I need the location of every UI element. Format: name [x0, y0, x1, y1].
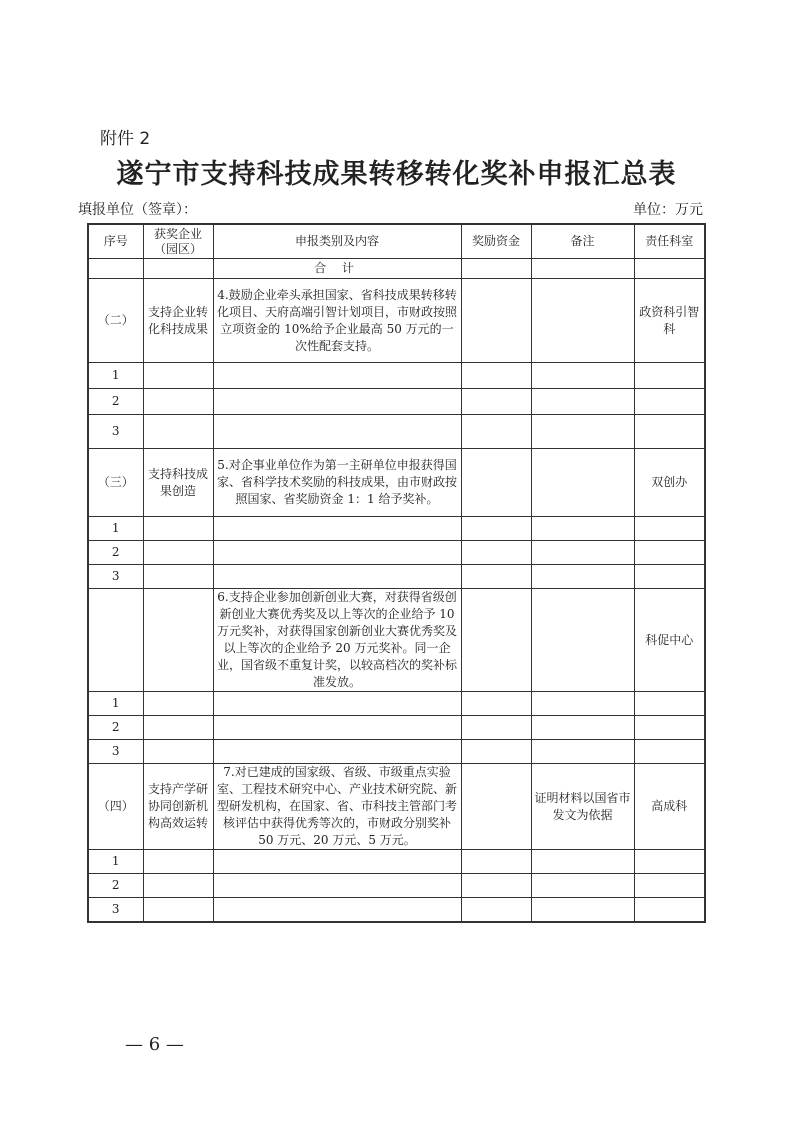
header-amount: 奖励资金	[461, 224, 531, 259]
table-row	[88, 517, 705, 541]
total-amount-cell	[461, 259, 531, 279]
section-dept: 政资科引智科	[634, 279, 705, 363]
section-category	[143, 589, 213, 692]
section-remark	[531, 279, 634, 363]
table-row	[88, 389, 705, 415]
total-seq-cell	[88, 259, 143, 279]
section-dept: 高成科	[634, 764, 705, 850]
section-row	[88, 764, 705, 850]
section-amount	[461, 449, 531, 517]
section-amount	[461, 279, 531, 363]
total-company-cell	[143, 259, 213, 279]
section-amount	[461, 764, 531, 850]
section-row	[88, 279, 705, 363]
row-seq: 1	[88, 517, 143, 541]
currency-unit-label: 单位：万元	[633, 202, 703, 218]
section-row	[88, 449, 705, 517]
section-dept: 双创办	[634, 449, 705, 517]
section-seq: （三）	[88, 449, 143, 517]
section-row	[88, 589, 705, 692]
header-company: 获奖企业（园区）	[143, 224, 213, 259]
header-seq: 序号	[88, 224, 143, 259]
section-seq: （二）	[88, 279, 143, 363]
table-row	[88, 363, 705, 389]
page-number: — 6 —	[125, 1034, 184, 1055]
table-row	[88, 415, 705, 449]
row-seq: 3	[88, 898, 143, 922]
section-content: 7.对已建成的国家级、省级、市级重点实验室、工程技术研究中心、产业技术研究院、新型研发机构，在国家、省、市科技主管部门考核评估中获得优秀等次的，市财政分别奖补 50 万元、20 万元、5 万元。	[213, 764, 461, 850]
section-remark: 证明材料以国省市发文为依据	[531, 764, 634, 850]
table-row	[88, 541, 705, 565]
document-title: 遂宁市支持科技成果转移转化奖补申报汇总表	[116, 159, 677, 190]
section-content: 5.对企事业单位作为第一主研单位申报获得国家、省科学技术奖励的科技成果，由市财政按照国家、省奖励资金 1：1 给予奖补。	[213, 449, 461, 517]
row-seq: 3	[88, 740, 143, 764]
section-dept: 科促中心	[634, 589, 705, 692]
section-content: 6.支持企业参加创新创业大赛，对获得省级创新创业大赛优秀奖及以上等次的企业给予 10 万元奖补，对获得国家创新创业大赛优秀奖及以上等次的企业给予 20 万元奖补。同一企业，国省级不重复计奖，以较高档次的奖补标准发放。	[213, 589, 461, 692]
table-row	[88, 740, 705, 764]
attachment-label: 附件 2	[100, 129, 151, 149]
row-seq: 1	[88, 363, 143, 389]
total-row	[88, 259, 705, 279]
section-category: 支持产学研协同创新机构高效运转	[143, 764, 213, 850]
section-amount	[461, 589, 531, 692]
total-remark-cell	[531, 259, 634, 279]
row-seq: 3	[88, 415, 143, 449]
row-seq: 2	[88, 389, 143, 415]
filler-unit-label: 填报单位（签章）：	[78, 202, 197, 218]
table-row	[88, 716, 705, 740]
table-row	[88, 850, 705, 874]
row-seq: 1	[88, 850, 143, 874]
row-seq: 2	[88, 541, 143, 565]
section-remark	[531, 449, 634, 517]
table-row	[88, 692, 705, 716]
table-row	[88, 874, 705, 898]
header-remark: 备注	[531, 224, 634, 259]
row-seq: 3	[88, 565, 143, 589]
table-row	[88, 898, 705, 922]
section-seq	[88, 589, 143, 692]
section-remark	[531, 589, 634, 692]
total-label: 合 计	[213, 259, 461, 279]
section-seq: （四）	[88, 764, 143, 850]
row-seq: 1	[88, 692, 143, 716]
total-dept-cell	[634, 259, 705, 279]
section-content: 4.鼓励企业牵头承担国家、省科技成果转移转化项目、天府高端引智计划项目，市财政按照立项资金的 10%给予企业最高 50 万元的一次性配套支持。	[213, 279, 461, 363]
header-dept: 责任科室	[634, 224, 705, 259]
header-content: 申报类别及内容	[213, 224, 461, 259]
summary-table	[87, 223, 706, 923]
section-category: 支持企业转化科技成果	[143, 279, 213, 363]
row-seq: 2	[88, 716, 143, 740]
section-category: 支持科技成果创造	[143, 449, 213, 517]
table-header-row	[88, 224, 705, 259]
row-seq: 2	[88, 874, 143, 898]
table-row	[88, 565, 705, 589]
